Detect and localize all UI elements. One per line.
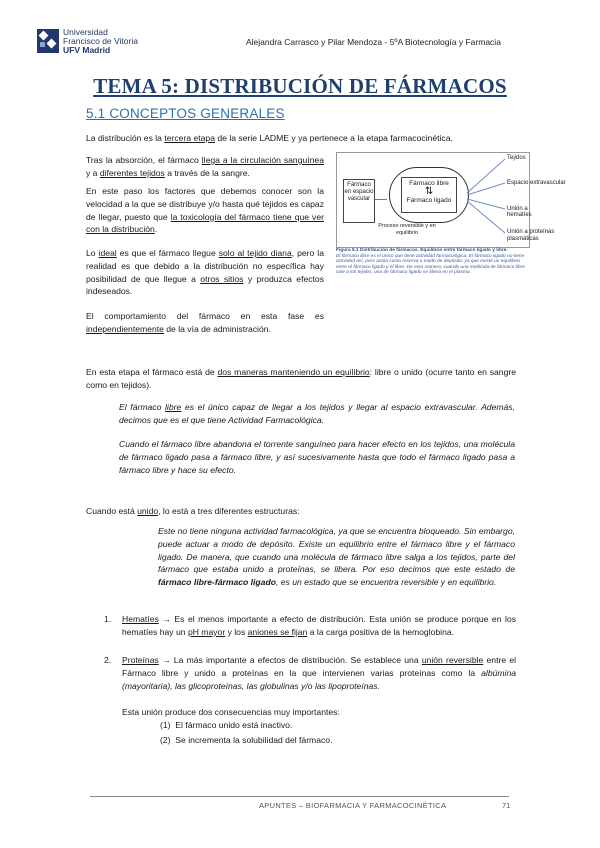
university-logo (37, 29, 59, 53)
list-number-1: 1. (104, 614, 112, 624)
target-tissues: Tejidos (507, 155, 526, 161)
free-drug-label: Fármaco libre (409, 180, 449, 187)
sub-item-1: (1) El fármaco unido está inactivo. (160, 720, 293, 730)
header-authors: Alejandra Carrasco y Pilar Mendoza - 5ºA Biotecnología y Farmacia (246, 37, 501, 47)
equilibrium-arrows-icon: ⇅ (424, 186, 434, 197)
footer-text: APUNTES – BIOFARMACIA Y FARMACOCINÉTICA (259, 801, 447, 810)
bound-drug-label: Fármaco ligado (406, 197, 452, 204)
reversible-process-label: Proceso reversible y en equilibrio (378, 223, 436, 236)
target-arrows (465, 153, 511, 245)
quote-bound-state: Este no tiene ninguna actividad farmacológica, ya que se encuentra bloqueado. Sin embargo, puede actuar a modo de depósito. Existe un equilibrio entre el fármaco libre y el fármaco ligado. De manera, que cuando una molécula de fármaco libre salga a los tejidos, parte del fármaco que estaba unido a proteínas, se libera. Por eso decimos que este estado de fármaco libre-fármaco ligado, es un estado que se encuentra reversible y en equilibrio. (158, 526, 515, 588)
paragraph-behavior: El comportamiento del fármaco en esta fase es independientemente de la vía de administración. (86, 311, 324, 334)
page-title: TEMA 5: DISTRIBUCIÓN DE FÁRMACOS (93, 74, 507, 98)
vascular-space-box: Fármaco en espacio vascular (343, 179, 375, 223)
target-plasma-proteins: Unión a proteínas plasmáticas (507, 229, 555, 242)
footer-divider (90, 796, 509, 797)
quote-free-drug: El fármaco libre es el único capaz de llegar a los tejidos y llegar al espacio extravascular. Además, decimos que es el que tiene Actividad Farmacológica. (119, 402, 515, 425)
free-bound-box (401, 177, 457, 213)
target-erythrocytes: Unión a hematíes (507, 206, 532, 218)
page-number: 71 (502, 801, 511, 810)
sub-item-2: (2) Se incrementa la solubilidad del fármaco. (160, 735, 333, 745)
list-item-erythrocytes: Hematíes → Es el menos importante a efecto de distribución. Esta unión se produce porque en los hematíes hay un pH mayor y los aniones se fijan a la carga positiva de la hemoglobina. (122, 614, 516, 637)
paragraph-factors: En este paso los factores que debemos conocer son la velocidad a la que se distribuye y/o hasta qué tejidos es capaz de llegar, puesto que la toxicología del fármaco tiene que ver con la distribución. (86, 186, 324, 235)
paragraph-absorption: Tras la absorción, el fármaco llega a la circulación sanguínea y a diferentes tejidos a través de la sangre. (86, 155, 324, 178)
paragraph-consequences: Esta unión produce dos consecuencias muy importantes: (122, 707, 340, 717)
section-title: 5.1 CONCEPTOS GENERALES (86, 106, 285, 121)
distribution-figure (336, 152, 566, 248)
list-item-proteins: Proteínas → La más importante a efectos de distribución. Se establece una unión reversible entre el Fármaco libre y unido a proteínas en la que intervienen varias proteínas como la albúmina (mayoritaria), las glicoproteínas, las globulinas y/o las lipoproteínas. (122, 655, 517, 691)
target-extravascular: Espacio extravascular (507, 180, 566, 186)
paragraph-ideal: Lo ideal es que el fármaco llegue solo al tejido diana, pero la realidad es que debido a la distribución no específica hay posibilidad de que llegue a otros sitios y produzca efectos indeseados. (86, 248, 324, 297)
quote-free-drug-effect: Cuando el fármaco libre abandona el torrente sanguíneo para hacer efecto en los tejidos, una molécula de fármaco ligado pasa a fármaco libre, y así sucesivamente hasta que todo el fármaco ligado pasa a fármaco libre y hace su efecto. (119, 439, 515, 475)
university-name: Universidad Francisco de Vitoria UFV Madrid (63, 27, 138, 55)
paragraph-two-ways: En esta etapa el fármaco está de dos maneras manteniendo un equilibrio: libre o unido (ocurre tanto en sangre como en tejidos). (86, 367, 516, 390)
figure-caption: Figura 5.1 Distribución de fármacos. Equilibrio entre fármaco ligado y libre. El fármaco libre es el único que tiene actividad farmacológica. El fármaco ligado no tiene actividad así, pero actúa como reserva o modo de depósito, ya que existe un equilibrio entre el fármaco ligado y el libre. De esta manera, cuando una molécula de fármaco libre sale a los tejidos, una de fármaco ligado se libera en el plasma. (336, 248, 525, 276)
paragraph-bound: Cuando está unido, lo está a tres diferentes estructuras: (86, 506, 300, 516)
paragraph-intro: La distribución es la tercera etapa de la serie LADME y ya pertenece a la etapa farmacocinética. (86, 133, 453, 143)
list-number-2: 2. (104, 655, 112, 665)
